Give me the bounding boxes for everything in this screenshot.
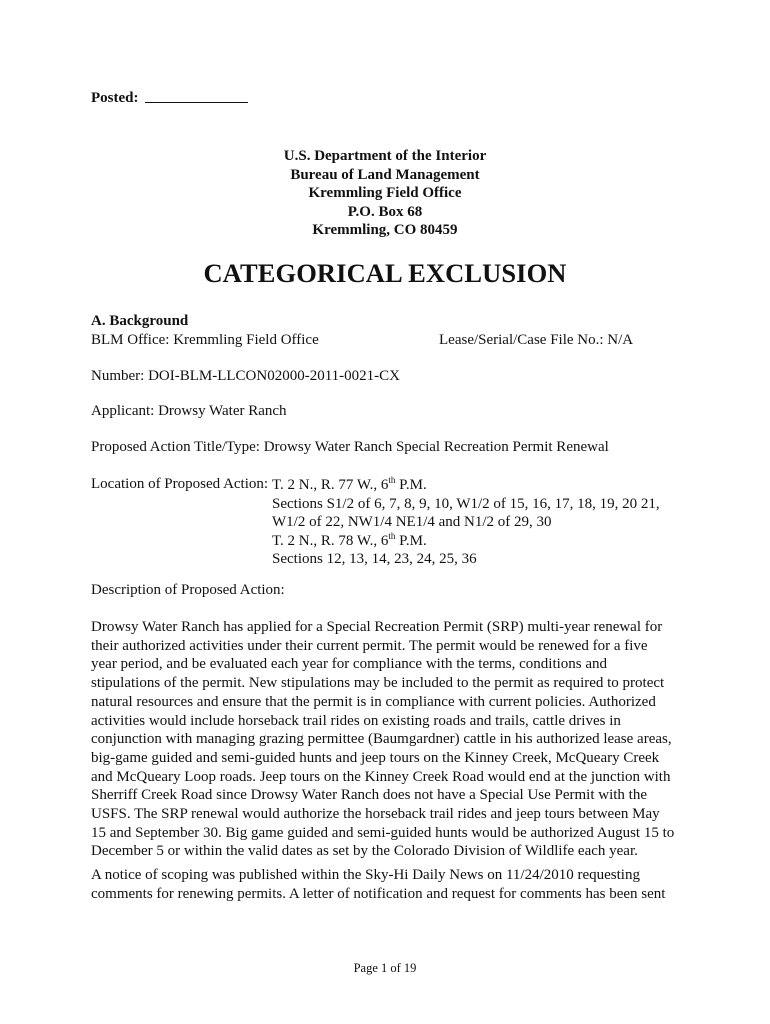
paragraph-line: A notice of scoping was published within the Sky-Hi Daily News on 11/24/2010 requesting (91, 867, 640, 883)
paragraph-line: Drowsy Water Ranch has applied for a Special Recreation Permit (SRP) multi-year renewal for (91, 619, 663, 635)
proposed-action-title: Proposed Action Title/Type: Drowsy Water Ranch Special Recreation Permit Renewal (91, 439, 609, 455)
paragraph-line: 15 and September 30. Big game guided and semi-guided hunts would be authorized August 15 to (91, 824, 675, 841)
location-details (272, 476, 660, 569)
blm-office: BLM Office: Kremmling Field Office (91, 332, 319, 348)
paragraph-line: December 5 or within the valid dates as set by the Colorado Division of Wildlife each year. (91, 843, 638, 860)
paragraph-line: activities would include horseback trail rides on existing roads and trails, cattle drives in (91, 712, 621, 729)
section-heading-background: A. Background (91, 313, 189, 329)
location-label: Location of Proposed Action: (91, 476, 269, 492)
agency-po-box: P.O. Box 68 (347, 203, 423, 220)
agency-department: U.S. Department of the Interior (283, 148, 487, 164)
paragraph-line: natural resources and ensure that the permit is in compliance with current policies. Authorized (91, 693, 656, 710)
location-sections-1: Sections S1/2 of 6, 7, 8, 9, 10, W1/2 of 15, 16, 17, 18, 19, 20 21, (272, 495, 660, 512)
page-number: Page 1 of 19 (353, 961, 417, 975)
agency-field-office: Kremmling Field Office (308, 185, 462, 201)
applicant: Applicant: Drowsy Water Ranch (91, 403, 287, 419)
paragraph-line: conjunction with managing grazing permittee (Baumgardner) cattle in his authorized lease areas, (91, 731, 672, 748)
paragraph-line: comments for renewing permits. A letter of notification and request for comments has been sent (91, 885, 666, 902)
paragraph-line: Sherriff Creek Road since Drowsy Water Ranch does not have a Special Use Permit with the (91, 787, 648, 804)
location-township-2: T. 2 N., R. 78 W., 6th P.M. (272, 530, 427, 549)
posted-field (91, 90, 248, 107)
paragraph-line: and McQueary Loop roads. Jeep tours on the Kinney Creek Road would end at the junction with (91, 768, 671, 785)
description-paragraph-2 (91, 866, 691, 903)
description-label: Description of Proposed Action: (91, 582, 285, 598)
paragraph-line: year period, and be evaluated each year for compliance with the terms, conditions and (91, 656, 608, 673)
paragraph-line: big-game guided and semi-guided hunts and jeep tours on the Kinney Creek, McQueary Creek (91, 749, 660, 766)
agency-city-state-zip: Kremmling, CO 80459 (312, 222, 458, 238)
description-paragraph-1 (91, 618, 691, 861)
posted-label: Posted: (91, 90, 139, 106)
document-number: Number: DOI-BLM-LLCON02000-2011-0021-CX (91, 368, 400, 384)
location-township-1: T. 2 N., R. 77 W., 6th P.M. (272, 475, 427, 493)
paragraph-line: USFS. The SRP renewal would authorize the horseback trail rides and jeep tours between May (91, 806, 660, 823)
paragraph-line: their authorized activities under their current permit. The permit would be renewed for a five (91, 637, 648, 654)
lease-file-number: Lease/Serial/Case File No.: N/A (439, 332, 634, 348)
location-sections-1-cont: W1/2 of 22, NW1/4 NE1/4 and N1/2 of 29, 30 (272, 514, 552, 531)
office-lease-row (91, 332, 634, 349)
agency-bureau: Bureau of Land Management (290, 166, 480, 183)
agency-address-block (235, 147, 535, 240)
location-sections-2: Sections 12, 13, 14, 23, 24, 25, 36 (272, 551, 477, 568)
posted-blank-line (145, 102, 248, 103)
paragraph-line: stipulations of the permit. New stipulations may be included to the permit as required to protect (91, 675, 665, 692)
document-title: CATEGORICAL EXCLUSION (203, 258, 567, 288)
